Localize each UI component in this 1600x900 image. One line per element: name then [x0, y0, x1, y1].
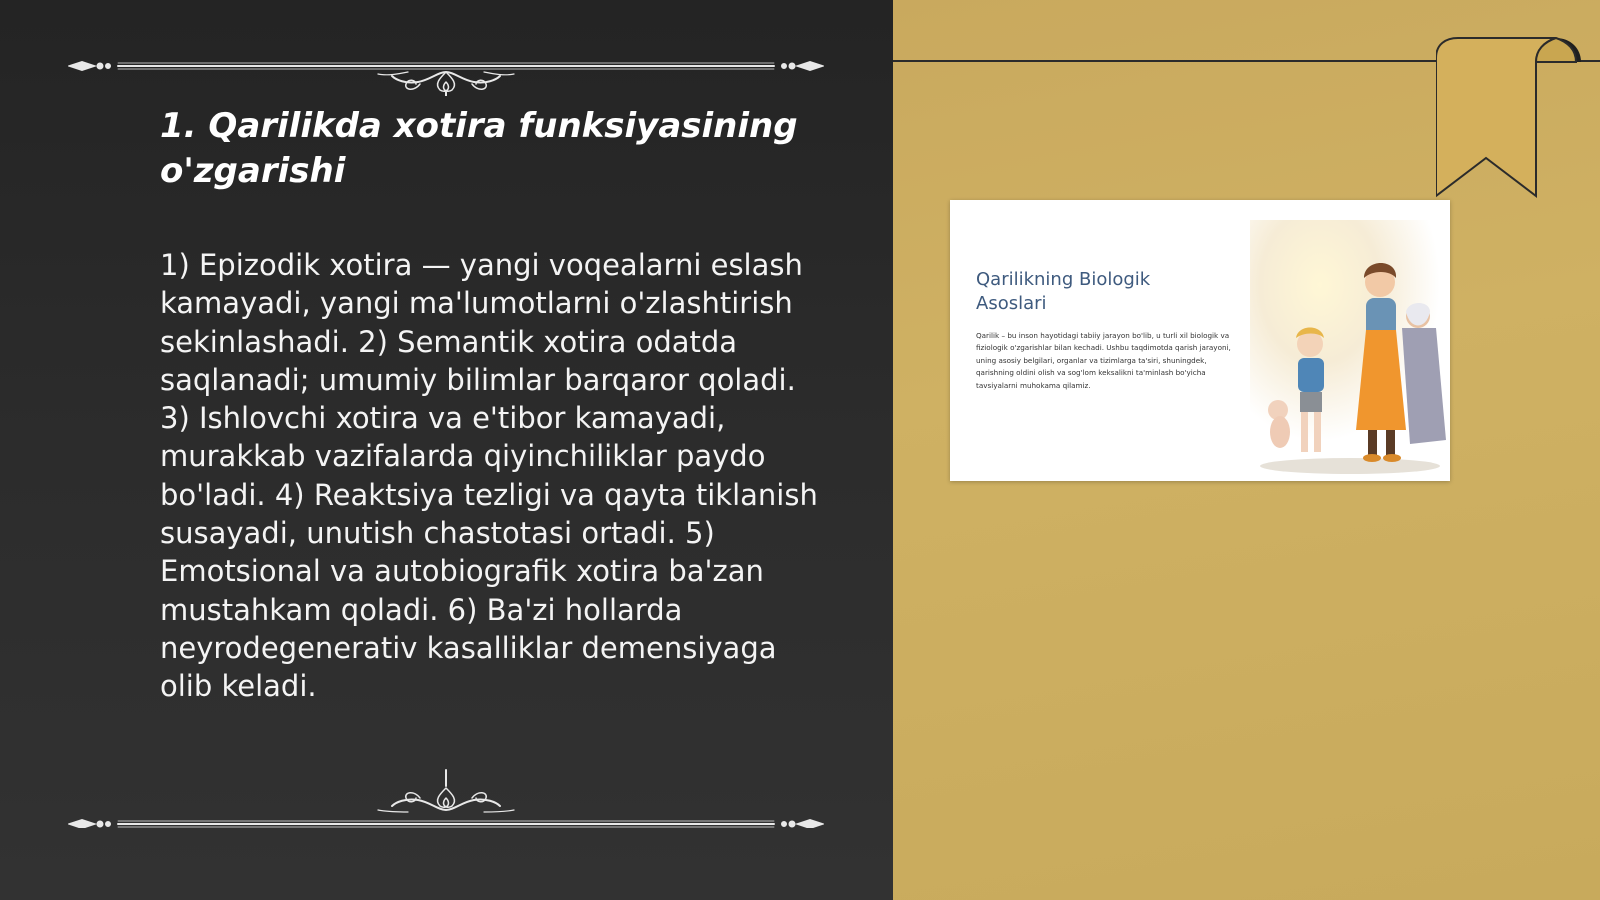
- ornament-top: [68, 36, 824, 96]
- slide-body-text: 1) Epizodik xotira — yangi voqealarni eslash kamayadi, yangi ma'lumotlarni o'zlashtirish sekinlashadi. 2) Semantik xotira odatda saqlanadi; umumiy bilimlar barqaror qoladi. 3) Ishlovchi xotira va e'tibor kamayadi, murakkab vazifalarda qiyinchiliklar paydo bo'ladi. 4) Reaktsiya tezligi va qayta tiklanish susayadi, unutish chastotasi ortadi. 5) Emotsional va autobiografik xotira ba'zan mustahkam qoladi. 6) Ba'zi hollarda neyrodegenerativ kasalliklar demensiyaga olib keladi.: [160, 248, 818, 704]
- slide-title: 1. Qarilikda xotira funksiyasining o'zgarishi: [160, 106, 798, 191]
- slide-thumbnail[interactable]: [950, 200, 1450, 481]
- bookmark-ribbon-icon: [1436, 36, 1581, 198]
- family-illustration-icon: [1250, 220, 1450, 480]
- ornament-bottom: [68, 768, 824, 828]
- thumbnail-title: Qarilikning Biologik Asoslari: [976, 269, 1151, 314]
- thumbnail-text: Qarilik – bu inson hayotidagi tabiiy jarayon bo'lib, u turli xil biologik va fiziologik o'zgarishlar bilan kechadi. Ushbu taqdimotda qarish jarayoni, uning asosiy belgilari, organlar va tizimlarga ta'siri, shuningdek, qarishning oldini olish va sog'lom keksalikni ta'minlash bo'yicha tavsiyalarni muhokama qilamiz.: [976, 331, 1231, 390]
